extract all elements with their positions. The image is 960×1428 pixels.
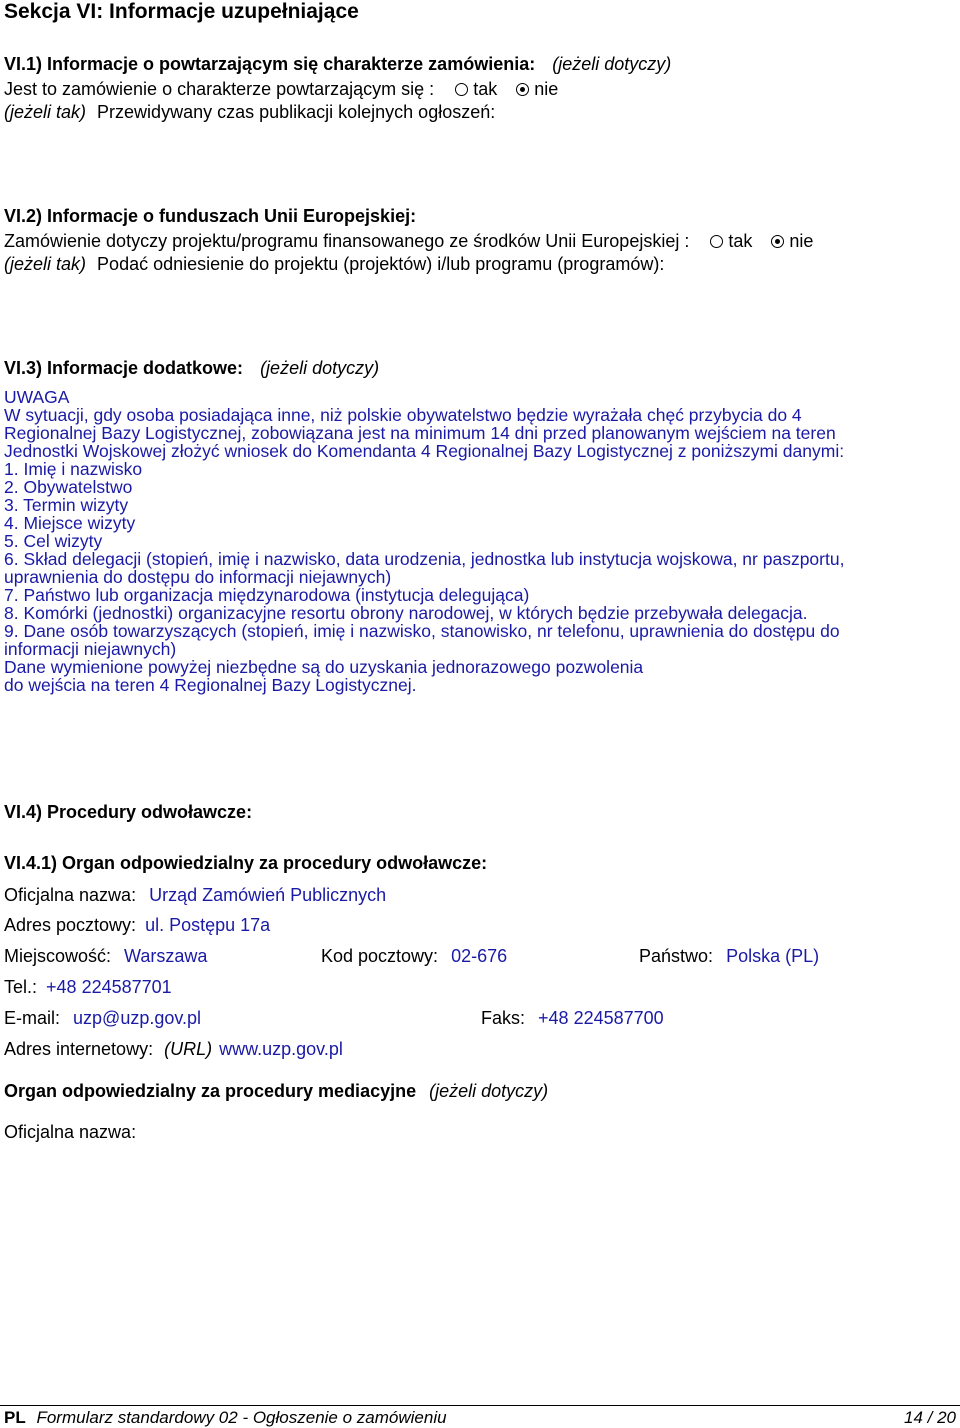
vi1-note: (jeżeli dotyczy) xyxy=(552,54,672,74)
fax-label: Faks: xyxy=(481,1008,526,1028)
address-row xyxy=(4,915,270,936)
vi1-followup: Przewidywany czas publikacji kolejnych ogłoszeń: xyxy=(97,102,496,122)
info-line: 3. Termin wizyty xyxy=(4,495,129,515)
info-line: 9. Dane osób towarzyszących (stopień, imię i nazwisko, stanowisko, nr telefonu, uprawnienia do dostępu do xyxy=(4,621,840,641)
mediation-note: (jeżeli dotyczy) xyxy=(429,1081,549,1101)
info-line: Jednostki Wojskowej złożyć wniosek do Komendanta 4 Regionalnej Bazy Logistycznej z poniższymi danymi: xyxy=(4,441,845,461)
city-row xyxy=(4,946,207,967)
vi1-question-row xyxy=(4,79,558,100)
vi1-question: Jest to zamówienie o charakterze powtarzającym się : xyxy=(4,79,435,99)
vi41-heading: VI.4.1) Organ odpowiedzialny za procedury odwoławcze: xyxy=(4,853,488,873)
footer-page: 14 / 20 xyxy=(904,1408,956,1427)
city-label: Miejscowość: xyxy=(4,946,112,966)
vi2-radio-yes[interactable]: tak xyxy=(710,231,752,251)
country-label: Państwo: xyxy=(639,946,714,966)
vi2-radio-no[interactable]: nie xyxy=(771,231,813,251)
info-line: uprawnienia do dostępu do informacji niejawnych) xyxy=(4,567,392,587)
official-name-label: Oficjalna nazwa: xyxy=(4,885,137,905)
tel-value: +48 224587701 xyxy=(46,977,172,997)
vi3-heading-row xyxy=(4,358,379,379)
info-line: informacji niejawnych) xyxy=(4,639,177,659)
tel-row xyxy=(4,977,172,998)
vi3-additional-info xyxy=(4,388,954,694)
footer-divider xyxy=(0,1405,960,1406)
vi1-followup-row xyxy=(4,102,495,123)
mediation-heading-row xyxy=(4,1081,548,1102)
postal-label: Kod pocztowy: xyxy=(321,946,439,966)
vi1-radio-yes[interactable]: tak xyxy=(455,79,497,99)
vi1-heading: VI.1) Informacje o powtarzającym się charakterze zamówienia: xyxy=(4,54,536,74)
vi1-if-yes: (jeżeli tak) xyxy=(4,102,87,122)
vi2-followup-row xyxy=(4,254,664,275)
radio-checked-icon xyxy=(516,83,529,96)
info-line: 4. Miejsce wizyty xyxy=(4,513,136,533)
tel-label: Tel.: xyxy=(4,977,38,997)
vi2-question-row xyxy=(4,231,813,252)
info-line: 7. Państwo lub organizacja międzynarodowa (instytucja delegująca) xyxy=(4,585,530,605)
postal-value: 02-676 xyxy=(451,946,508,966)
vi1-heading-row xyxy=(4,54,671,75)
footer-lang: PL xyxy=(4,1408,26,1427)
vi4-heading: VI.4) Procedury odwoławcze: xyxy=(4,802,253,822)
info-line: 8. Komórki (jednostki) organizacyjne resortu obrony narodowej, w których będzie przebywała delegacja. xyxy=(4,603,808,623)
info-line: 6. Skład delegacji (stopień, imię i nazwisko, data urodzenia, jednostka lub instytucja wojskowa, nr paszportu, xyxy=(4,549,845,569)
vi2-heading: VI.2) Informacje o funduszach Unii Europejskiej: xyxy=(4,206,417,226)
email-value[interactable]: uzp@uzp.gov.pl xyxy=(73,1008,202,1028)
vi1-radio-no[interactable]: nie xyxy=(516,79,558,99)
info-line: Regionalnej Bazy Logistycznej, zobowiązana jest na minimum 14 dni przed planowanym wejściem na teren xyxy=(4,423,836,443)
footer-left xyxy=(4,1408,447,1428)
email-label: E-mail: xyxy=(4,1008,61,1028)
info-line: Dane wymienione powyżej niezbędne są do uzyskania jednorazowego pozwolenia xyxy=(4,657,644,677)
city-value: Warszawa xyxy=(124,946,208,966)
vi3-note: (jeżeli dotyczy) xyxy=(260,358,380,378)
address-label: Adres pocztowy: xyxy=(4,915,137,935)
email-row xyxy=(4,1008,201,1029)
mediation-heading: Organ odpowiedzialny za procedury mediacyjne xyxy=(4,1081,417,1101)
radio-empty-icon xyxy=(455,83,468,96)
fax-value: +48 224587700 xyxy=(538,1008,664,1028)
web-url-note: (URL) xyxy=(164,1039,213,1059)
web-row xyxy=(4,1039,343,1060)
vi2-question: Zamówienie dotyczy projektu/programu finansowanego ze środków Unii Europejskiej : xyxy=(4,231,690,251)
vi3-heading: VI.3) Informacje dodatkowe: xyxy=(4,358,244,378)
official-name-row xyxy=(4,885,386,906)
mediation-name-label: Oficjalna nazwa: xyxy=(4,1122,137,1142)
fax-row xyxy=(481,1008,664,1029)
radio-empty-icon xyxy=(710,235,723,248)
section-title: Sekcja VI: Informacje uzupełniające xyxy=(4,0,359,23)
country-value: Polska (PL) xyxy=(726,946,820,966)
info-line: 1. Imię i nazwisko xyxy=(4,459,143,479)
info-line: do wejścia na teren 4 Regionalnej Bazy Logistycznej. xyxy=(4,675,417,695)
web-label: Adres internetowy: xyxy=(4,1039,154,1059)
info-line: W sytuacji, gdy osoba posiadająca inne, niż polskie obywatelstwo będzie wyrażała chęć przybycia do 4 xyxy=(4,405,802,425)
info-line: UWAGA xyxy=(4,387,70,407)
postal-row xyxy=(321,946,507,967)
official-name-value: Urząd Zamówień Publicznych xyxy=(149,885,387,905)
radio-checked-icon xyxy=(771,235,784,248)
country-row xyxy=(639,946,819,967)
vi2-followup: Podać odniesienie do projektu (projektów) i/lub programu (programów): xyxy=(97,254,665,274)
footer-form-title: Formularz standardowy 02 - Ogłoszenie o zamówieniu xyxy=(36,1408,447,1427)
info-line: 2. Obywatelstwo xyxy=(4,477,133,497)
info-line: 5. Cel wizyty xyxy=(4,531,103,551)
web-value[interactable]: www.uzp.gov.pl xyxy=(219,1039,343,1059)
vi2-if-yes: (jeżeli tak) xyxy=(4,254,87,274)
address-value: ul. Postępu 17a xyxy=(145,915,271,935)
